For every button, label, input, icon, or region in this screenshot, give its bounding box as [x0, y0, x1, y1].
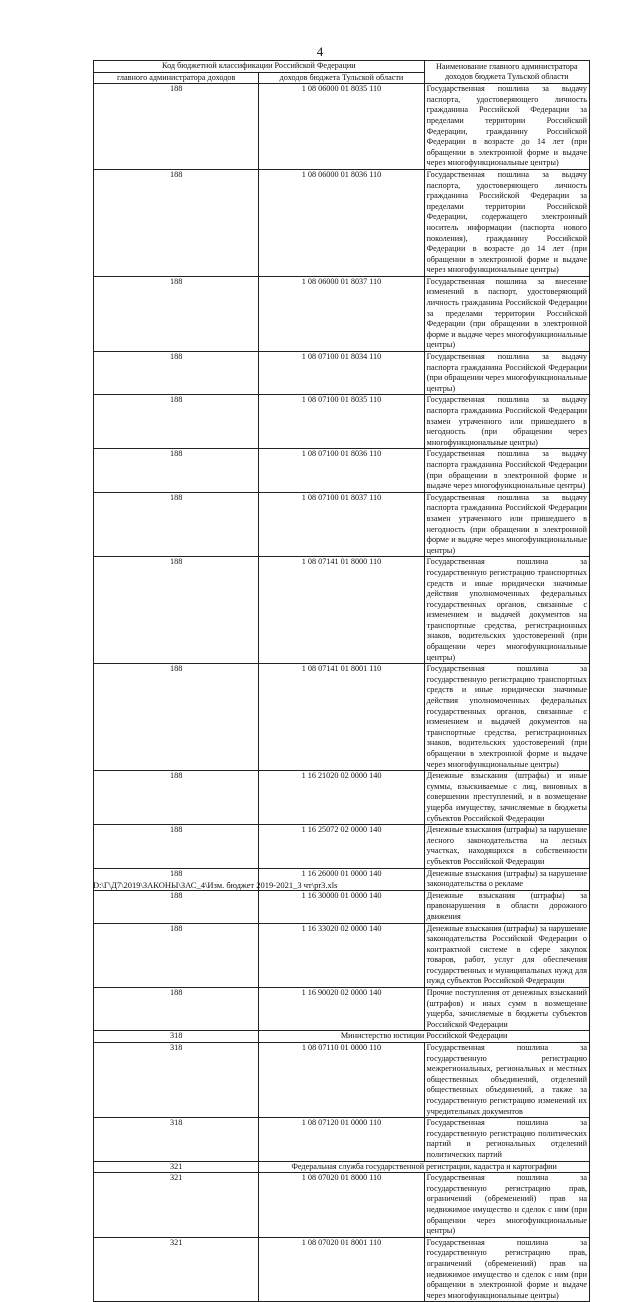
income-name-cell: Государственная пошлина за государственную регистрацию прав, ограничений (обременений) прав на недвижимое имущество и сделок с ним (при обращении в электронной форме и выдаче через многофункциональные центры)	[424, 1237, 589, 1302]
admin-code-cell: 188	[94, 557, 259, 664]
revenue-admin-table	[93, 60, 590, 1302]
income-name-cell: Государственная пошлина за внесение изменений в паспорт, удостоверяющий личность гражданина Российской Федерации за пределами территории Российской Федерации (при обращении в электронной форме и выдаче через многофункциональные центры)	[424, 276, 589, 351]
income-code-cell: 1 08 07100 01 8036 110	[259, 449, 424, 492]
table-row	[94, 890, 590, 923]
income-name-cell: Государственная пошлина за государственную регистрацию транспортных средств и иные юридически значимые действия уполномоченных федеральных государственных органов, связанные с изменением и выдачей документов на транспортные средства, регистрационных знаков, водительских удостоверений (при обращении через многофункциональные центры)	[424, 557, 589, 664]
table-row	[94, 923, 590, 988]
header-row-top	[94, 61, 590, 73]
admin-code-cell: 188	[94, 825, 259, 868]
income-name-cell: Государственная пошлина за государственную регистрацию прав, ограничений (обременений) прав на недвижимое имущество и сделок с ним (при обращении через многофункциональные центры)	[424, 1173, 589, 1238]
admin-code-cell: 188	[94, 395, 259, 449]
admin-code-cell: 188	[94, 169, 259, 276]
income-code-cell: 1 08 07020 01 8000 110	[259, 1173, 424, 1238]
income-code-cell: 1 16 33020 02 0000 140	[259, 923, 424, 988]
admin-code-cell: 188	[94, 890, 259, 923]
income-code-cell: 1 16 25072 02 0000 140	[259, 825, 424, 868]
income-name-cell: Государственная пошлина за выдачу паспорта гражданина Российской Федерации взамен утраченного или пришедшего в негодность (при обращении через многофункциональные центры)	[424, 395, 589, 449]
admin-code-cell: 188	[94, 923, 259, 988]
income-code-cell: 1 08 07141 01 8001 110	[259, 664, 424, 771]
income-code-cell: 1 16 90020 02 0000 140	[259, 988, 424, 1031]
table-row	[94, 771, 590, 825]
admin-code-cell: 188	[94, 664, 259, 771]
income-name-cell: Государственная пошлина за государственную регистрацию межрегиональных, региональных и местных общественных объединений, отделений общественных объединений, а также за государственную регистрацию изменений их учредительных документов	[424, 1043, 589, 1118]
table-row	[94, 1118, 590, 1161]
income-name-cell: Государственная пошлина за государственную регистрацию политических партий и региональных отделений политических партий	[424, 1118, 589, 1161]
income-code-cell: 1 08 07110 01 0000 110	[259, 1043, 424, 1118]
income-code-cell: 1 08 06000 01 8035 110	[259, 84, 424, 170]
footer-file-path: D:\Г\Д7\2019\ЗАКОНЫ\ЗАС_4\Изм. бюджет 2019-2021_3 чт\pr3.xls	[93, 880, 338, 890]
table-row	[94, 664, 590, 771]
table-row	[94, 825, 590, 868]
income-code-cell: 1 08 07100 01 8034 110	[259, 352, 424, 395]
admin-code-cell: 188	[94, 84, 259, 170]
section-title-cell: Министерство юстиции Российской Федерации	[259, 1031, 590, 1043]
section-row	[94, 1031, 590, 1043]
income-code-cell: 1 08 07020 01 8001 110	[259, 1237, 424, 1302]
income-name-cell: Денежные взыскания (штрафы) за нарушение законодательства Российской Федерации о контрактной системе в сфере закупок товаров, работ, услуг для обеспечения государственных и муниципальных нужд для нужд субъектов Российской Федерации	[424, 923, 589, 988]
table-row	[94, 276, 590, 351]
section-row	[94, 1161, 590, 1173]
income-name-cell: Государственная пошлина за выдачу паспорта гражданина Российской Федерации (при обращении в электронной форме и выдаче через многофункциональные центры)	[424, 449, 589, 492]
table-row	[94, 395, 590, 449]
table-row	[94, 449, 590, 492]
admin-code-cell: 321	[94, 1173, 259, 1238]
admin-code-cell: 321	[94, 1161, 259, 1173]
admin-code-cell: 321	[94, 1237, 259, 1302]
income-code-cell: 1 08 07100 01 8037 110	[259, 492, 424, 557]
admin-code-cell: 318	[94, 1043, 259, 1118]
table-row	[94, 169, 590, 276]
income-name-cell: Денежные взыскания (штрафы) и иные суммы, взыскиваемые с лиц, виновных в совершении преступлений, и в возмещение ущерба имуществу, зачисляемые в бюджеты субъектов Российской Федерации	[424, 771, 589, 825]
income-code-cell: 1 16 21020 02 0000 140	[259, 771, 424, 825]
income-code-cell: 1 08 06000 01 8036 110	[259, 169, 424, 276]
header-income: доходов бюджета Тульской области	[259, 72, 424, 84]
income-code-cell: 1 08 07141 01 8000 110	[259, 557, 424, 664]
income-name-cell: Денежные взыскания (штрафы) за нарушение законодательства о рекламе	[424, 868, 589, 890]
section-title-cell: Федеральная служба государственной регистрации, кадастра и картографии	[259, 1161, 590, 1173]
table-row	[94, 1043, 590, 1118]
page-number: 4	[316, 44, 324, 59]
admin-code-cell: 188	[94, 449, 259, 492]
income-name-cell: Государственная пошлина за выдачу паспорта, удостоверяющего личность гражданина Российской Федерации за пределами территории Российской Федерации, содержащего электронный носитель информации (паспорта нового поколения), гражданину Российской Федерации в возрасте до 14 лет (при обращении в электронной форме и выдаче через многофункциональные центры)	[424, 169, 589, 276]
income-name-cell: Денежные взыскания (штрафы) за правонарушения в области дорожного движения	[424, 890, 589, 923]
header-name: Наименование главного администратора доходов бюджета Тульской области	[424, 61, 589, 84]
income-name-cell: Прочие поступления от денежных взысканий (штрафов) и иных сумм в возмещение ущерба, зачисляемые в бюджеты субъектов Российской Федерации	[424, 988, 589, 1031]
table-row	[94, 557, 590, 664]
admin-code-cell: 188	[94, 276, 259, 351]
income-name-cell: Денежные взыскания (штрафы) за нарушение лесного законодательства на лесных участках, находящихся в собственности субъектов Российской Федерации	[424, 825, 589, 868]
table-row	[94, 1237, 590, 1302]
income-name-cell: Государственная пошлина за выдачу паспорта, удостоверяющего личность гражданина Российской Федерации за пределами территории Российской Федерации, гражданину Российской Федерации в возрасте до 14 лет (при обращении в электронной форме и выдаче через многофункциональные центры)	[424, 84, 589, 170]
income-name-cell: Государственная пошлина за выдачу паспорта гражданина Российской Федерации (при обращении через многофункциональные центры)	[424, 352, 589, 395]
admin-code-cell: 188	[94, 492, 259, 557]
table-row	[94, 352, 590, 395]
income-code-cell: 1 16 30000 01 0000 140	[259, 890, 424, 923]
income-code-cell: 1 08 07100 01 8035 110	[259, 395, 424, 449]
admin-code-cell: 188	[94, 868, 259, 890]
table-row	[94, 84, 590, 170]
admin-code-cell: 188	[94, 352, 259, 395]
admin-code-cell: 188	[94, 988, 259, 1031]
income-name-cell: Государственная пошлина за государственную регистрацию транспортных средств и иные юридически значимые действия уполномоченных федеральных государственных органов, связанные с изменением и выдачей документов на транспортные средства, регистрационных знаков, водительских удостоверений (при обращении в электронной форме и выдаче через многофункциональные центры)	[424, 664, 589, 771]
admin-code-cell: 188	[94, 771, 259, 825]
admin-code-cell: 318	[94, 1118, 259, 1161]
admin-code-cell: 318	[94, 1031, 259, 1043]
header-kbk: Код бюджетной классификации Российской Федерации	[94, 61, 425, 73]
header-admin: главного администратора доходов	[94, 72, 259, 84]
table-row	[94, 492, 590, 557]
income-name-cell: Государственная пошлина за выдачу паспорта гражданина Российской Федерации взамен утраченного или пришедшего в негодность (при обращении в электронной форме и выдаче через многофункциональные центры)	[424, 492, 589, 557]
income-code-cell: 1 16 26000 01 0000 140	[259, 868, 424, 890]
income-code-cell: 1 08 07120 01 0000 110	[259, 1118, 424, 1161]
table-row	[94, 988, 590, 1031]
table-row	[94, 1173, 590, 1238]
income-code-cell: 1 08 06000 01 8037 110	[259, 276, 424, 351]
